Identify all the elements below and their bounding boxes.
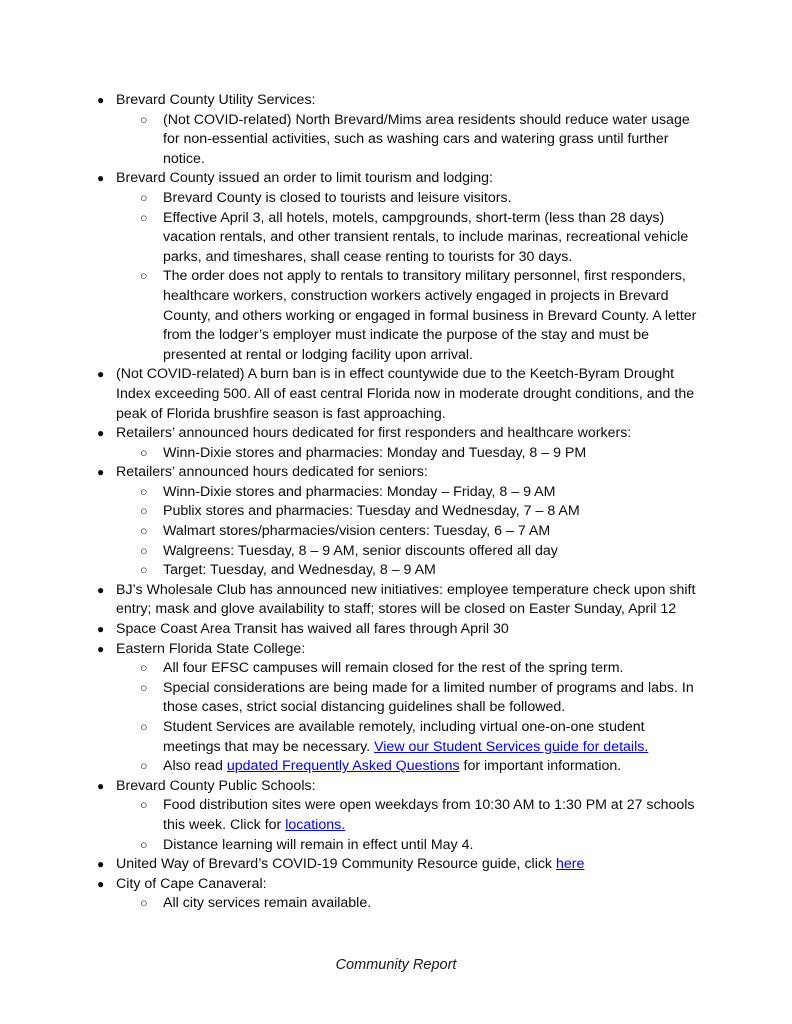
paragraph-text: Brevard County issued an order to limit tourism and lodging: xyxy=(116,170,493,187)
list-item-text xyxy=(116,875,702,895)
paragraph-text: The order does not apply to rentals to transitory military personnel, first responders, healthcare workers, construction workers actively engaged in projects in Brevard County, and others working or engaged in formal business in Brevard County. A letter from the lodger’s employer must indicate the purpose of the stay and must be presented at rental or lodging facility upon arrival. xyxy=(163,268,697,363)
list-item-level2 xyxy=(140,561,702,581)
list-item-level2 xyxy=(140,542,702,562)
paragraph-text: Distance learning will remain in effect until May 4. xyxy=(163,836,474,853)
sub-bullet-list xyxy=(116,444,702,464)
hyperlink[interactable]: updated Frequently Asked Questions xyxy=(226,758,460,775)
list-item-level1 xyxy=(96,91,702,169)
list-item-text xyxy=(163,836,702,856)
disc-bullet-icon: ● xyxy=(97,622,105,637)
list-item-text xyxy=(116,91,702,111)
list-item-text xyxy=(163,894,702,914)
paragraph-text: City of Cape Canaveral: xyxy=(116,875,267,892)
sub-bullet-list xyxy=(116,894,702,914)
list-item-text xyxy=(116,169,702,189)
list-item-level2 xyxy=(140,209,702,268)
sub-bullet-list xyxy=(116,659,702,777)
disc-bullet-icon: ● xyxy=(97,778,105,793)
circle-bullet-icon: ○ xyxy=(140,445,148,460)
list-item-text xyxy=(116,777,702,797)
paragraph-text: (Not COVID-related) North Brevard/Mims area residents should reduce water usage for non-essential activities, such as washing cars and watering grass until further notice. xyxy=(163,111,690,167)
list-item-level1 xyxy=(96,169,702,365)
list-item-level2 xyxy=(140,659,702,679)
list-item-level2 xyxy=(140,189,702,209)
hyperlink[interactable]: locations. xyxy=(285,816,346,833)
paragraph-text: Brevard County Utility Services: xyxy=(116,92,316,108)
paragraph-text: Winn-Dixie stores and pharmacies: Monday and Tuesday, 8 – 9 PM xyxy=(163,444,587,461)
sub-bullet-list xyxy=(116,483,702,581)
list-item-level2 xyxy=(140,522,702,542)
list-item-text xyxy=(163,679,702,718)
paragraph-text: Eastern Florida State College: xyxy=(116,640,306,657)
paragraph-text: Walgreens: Tuesday, 8 – 9 AM, senior discounts offered all day xyxy=(163,542,558,559)
circle-bullet-icon: ○ xyxy=(140,720,148,734)
paragraph-text: Walmart stores/pharmacies/vision centers: Tuesday, 6 – 7 AM xyxy=(163,523,551,540)
paragraph-text: Retailers’ announced hours dedicated for seniors: xyxy=(116,464,428,481)
circle-bullet-icon: ○ xyxy=(140,484,148,499)
list-item-level1 xyxy=(96,620,702,640)
paragraph-text: All four EFSC campuses will remain closed for the rest of the spring term. xyxy=(163,660,624,677)
circle-bullet-icon: ○ xyxy=(140,759,148,774)
list-item-level1 xyxy=(96,424,702,463)
disc-bullet-icon: ● xyxy=(97,582,105,597)
circle-bullet-icon: ○ xyxy=(140,210,148,225)
disc-bullet-icon: ● xyxy=(97,465,105,480)
list-item-text xyxy=(163,757,702,777)
list-item-text xyxy=(163,189,702,209)
circle-bullet-icon: ○ xyxy=(140,837,148,852)
list-item-level1 xyxy=(96,855,702,875)
paragraph-text: Brevard County is closed to tourists and leisure visitors. xyxy=(163,189,512,206)
list-item-text xyxy=(163,209,702,268)
paragraph-text: for important information. xyxy=(459,758,622,775)
list-item-text xyxy=(116,620,702,640)
list-item-text xyxy=(163,267,702,365)
list-item-text xyxy=(163,444,702,464)
circle-bullet-icon: ○ xyxy=(140,680,148,695)
paragraph-text: Also read xyxy=(163,758,227,775)
list-item-level1 xyxy=(96,365,702,424)
list-item-text xyxy=(163,659,702,679)
list-item-text xyxy=(116,581,702,620)
disc-bullet-icon: ● xyxy=(97,93,105,107)
top-level-bullet-list xyxy=(96,91,702,914)
paragraph-text: Effective April 3, all hotels, motels, campgrounds, short-term (less than 28 days) vacation rentals, and other transient rentals, to include marinas, recreational vehicle parks, and timeshares, shall cease renting to tourists for 30 days. xyxy=(163,209,689,265)
sub-bullet-list xyxy=(116,796,702,855)
hyperlink[interactable]: View our Student Services guide for details. xyxy=(374,738,649,755)
paragraph-text: Target: Tuesday, and Wednesday, 8 – 9 AM xyxy=(163,562,436,579)
list-item-level1 xyxy=(96,581,702,620)
document-body xyxy=(96,91,702,914)
list-item-level2 xyxy=(140,894,702,914)
circle-bullet-icon: ○ xyxy=(140,543,148,558)
list-item-text xyxy=(163,718,702,757)
list-item-level2 xyxy=(140,679,702,718)
circle-bullet-icon: ○ xyxy=(140,661,148,676)
page-footer: Community Report xyxy=(335,957,457,973)
list-item-text xyxy=(163,561,702,581)
list-item-level1 xyxy=(96,777,702,855)
circle-bullet-icon: ○ xyxy=(140,563,148,578)
list-item-level2 xyxy=(140,444,702,464)
list-item-level2 xyxy=(140,757,702,777)
list-item-level1 xyxy=(96,640,702,777)
list-item-text xyxy=(116,424,702,444)
list-item-level2 xyxy=(140,502,702,522)
sub-bullet-list xyxy=(116,111,702,170)
list-item-level2 xyxy=(140,111,702,170)
paragraph-text: Brevard County Public Schools: xyxy=(116,777,316,794)
circle-bullet-icon: ○ xyxy=(140,269,148,284)
circle-bullet-icon: ○ xyxy=(140,504,148,519)
list-item-text xyxy=(163,542,702,562)
list-item-text xyxy=(163,502,702,522)
paragraph-text: All city services remain available. xyxy=(163,895,372,912)
circle-bullet-icon: ○ xyxy=(140,524,148,539)
list-item-text xyxy=(116,640,702,660)
circle-bullet-icon: ○ xyxy=(140,112,148,127)
disc-bullet-icon: ● xyxy=(97,641,105,656)
list-item-text xyxy=(116,463,702,483)
paragraph-text: United Way of Brevard’s COVID-19 Community Resource guide, click xyxy=(116,856,556,873)
paragraph-text: Publix stores and pharmacies: Tuesday and Wednesday, 7 – 8 AM xyxy=(163,503,580,520)
hyperlink[interactable]: here xyxy=(555,856,585,873)
list-item-text xyxy=(116,855,702,875)
list-item-level2 xyxy=(140,483,702,503)
paragraph-text: Winn-Dixie stores and pharmacies: Monday – Friday, 8 – 9 AM xyxy=(163,483,556,500)
circle-bullet-icon: ○ xyxy=(140,190,148,205)
disc-bullet-icon: ● xyxy=(97,876,105,891)
disc-bullet-icon: ● xyxy=(97,857,105,872)
circle-bullet-icon: ○ xyxy=(140,798,148,813)
disc-bullet-icon: ● xyxy=(97,367,105,382)
list-item-text xyxy=(163,522,702,542)
disc-bullet-icon: ● xyxy=(97,171,105,186)
list-item-level2 xyxy=(140,267,702,365)
paragraph-text: Food distribution sites were open weekdays from 10:30 AM to 1:30 PM at 27 schools this week. Click for xyxy=(163,797,695,833)
circle-bullet-icon: ○ xyxy=(140,896,148,911)
disc-bullet-icon: ● xyxy=(97,426,105,441)
paragraph-text: BJ’s Wholesale Club has announced new initiatives: employee temperature check upon shift entry; mask and glove availability to staff; stores will be closed on Easter Sunday, April 12 xyxy=(116,581,696,618)
paragraph-text: Retailers’ announced hours dedicated for first responders and healthcare workers: xyxy=(116,425,632,442)
list-item-text xyxy=(163,483,702,503)
paragraph-text: Space Coast Area Transit has waived all fares through April 30 xyxy=(116,621,509,638)
list-item-level2 xyxy=(140,796,702,835)
list-item-level1 xyxy=(96,875,702,914)
paragraph-text: Special considerations are being made for a limited number of programs and labs. In those cases, strict social distancing guidelines shall be followed. xyxy=(163,679,694,716)
list-item-level2 xyxy=(140,836,702,856)
list-item-text xyxy=(163,111,702,170)
list-item-level2 xyxy=(140,718,702,757)
list-item-level1 xyxy=(96,463,702,581)
paragraph-text: Student Services are available remotely, including virtual one-on-one student meetings that may be necessary. xyxy=(163,719,645,755)
paragraph-text: (Not COVID-related) A burn ban is in effect countywide due to the Keetch-Byram Drought Index exceeding 500. All of east central Florida now in moderate drought conditions, and the peak of Florida brushfire season is fast approaching. xyxy=(116,366,695,422)
list-item-text xyxy=(163,796,702,835)
sub-bullet-list xyxy=(116,189,702,365)
list-item-text xyxy=(116,365,702,424)
